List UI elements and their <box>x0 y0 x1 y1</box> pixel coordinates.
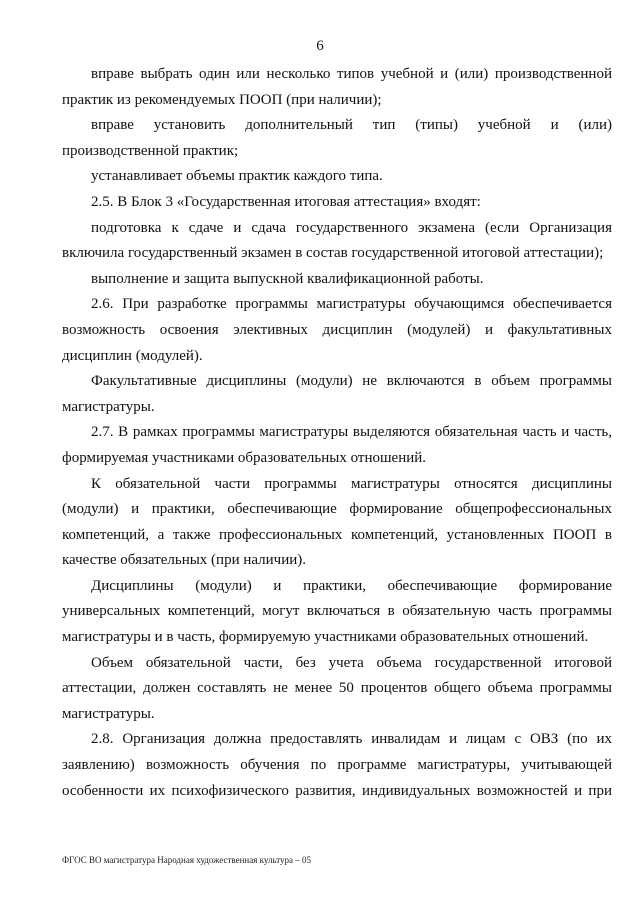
text-line: вправе установить дополнительный тип (типы) учебной и (или) <box>91 117 612 134</box>
text-line: 2.8. Организация должна предоставлять инвалидам и лицам с ОВЗ (по их <box>91 731 612 748</box>
text-line: дисциплин (модулей). <box>62 347 203 364</box>
text-line: формируемая участниками образовательных отношений. <box>62 449 427 466</box>
text-line: К обязательной части программы магистратуры относятся дисциплины <box>91 475 612 492</box>
paragraph <box>62 164 612 190</box>
text-line: аттестации, должен составлять не менее 50 процентов общего объема программы <box>62 680 612 697</box>
text-line: включила государственный экзамен в состав государственной итоговой аттестации); <box>62 245 604 262</box>
paragraph <box>62 472 612 574</box>
text-line: выполнение и защита выпускной квалификационной работы. <box>91 270 484 287</box>
paragraph <box>62 190 612 216</box>
paragraph <box>62 651 612 728</box>
text-line: 2.7. В рамках программы магистратуры выделяются обязательная часть и часть, <box>91 424 612 441</box>
text-line: магистратуры. <box>62 705 155 722</box>
text-line: возможность освоения элективных дисциплин (модулей) и факультативных <box>62 321 612 338</box>
paragraph <box>62 267 612 293</box>
text-line: 2.6. При разработке программы магистратуры обучающимся обеспечивается <box>91 296 612 313</box>
paragraph <box>62 369 612 420</box>
text-line: особенности их психофизического развития, индивидуальных возможностей и при <box>62 782 612 799</box>
paragraph <box>62 292 612 369</box>
document-body <box>62 62 612 804</box>
text-line: Дисциплины (модули) и практики, обеспечивающие формирование <box>91 577 612 594</box>
page-footer: ФГОС ВО магистратура Народная художественная культура – 05 <box>62 855 312 865</box>
paragraph <box>62 574 612 651</box>
paragraph <box>62 113 612 164</box>
text-line: магистратуры и в часть, формируемую участниками образовательных отношений. <box>62 629 589 646</box>
text-line: магистратуры. <box>62 398 155 415</box>
text-line: универсальных компетенций, могут включаться в обязательную часть программы <box>62 603 612 620</box>
text-line: заявлению) возможность обучения по программе магистратуры, учитывающей <box>62 757 612 774</box>
text-line: подготовка к сдаче и сдача государственного экзамена (если Организация <box>91 219 612 236</box>
text-line: практик из рекомендуемых ПООП (при наличии); <box>62 91 382 108</box>
page-number: 6 <box>316 38 324 54</box>
text-line: вправе выбрать один или несколько типов учебной и (или) производственной <box>91 66 612 82</box>
text-line: производственной практик; <box>62 142 239 159</box>
paragraph <box>62 727 612 804</box>
text-line: компетенций, а также профессиональных компетенций, установленных ПООП в <box>62 526 612 543</box>
paragraph <box>62 216 612 267</box>
text-line: (модули) и практики, обеспечивающие формирование общепрофессиональных <box>62 501 612 518</box>
paragraph <box>62 62 612 113</box>
text-line: устанавливает объемы практик каждого типа. <box>91 168 383 185</box>
text-line: Объем обязательной части, без учета объема государственной итоговой <box>91 654 612 671</box>
text-line: Факультативные дисциплины (модули) не включаются в объем программы <box>91 373 612 390</box>
text-line: качестве обязательных (при наличии). <box>62 552 307 569</box>
paragraph <box>62 420 612 471</box>
text-line: 2.5. В Блок 3 «Государственная итоговая аттестация» входят: <box>91 193 481 210</box>
